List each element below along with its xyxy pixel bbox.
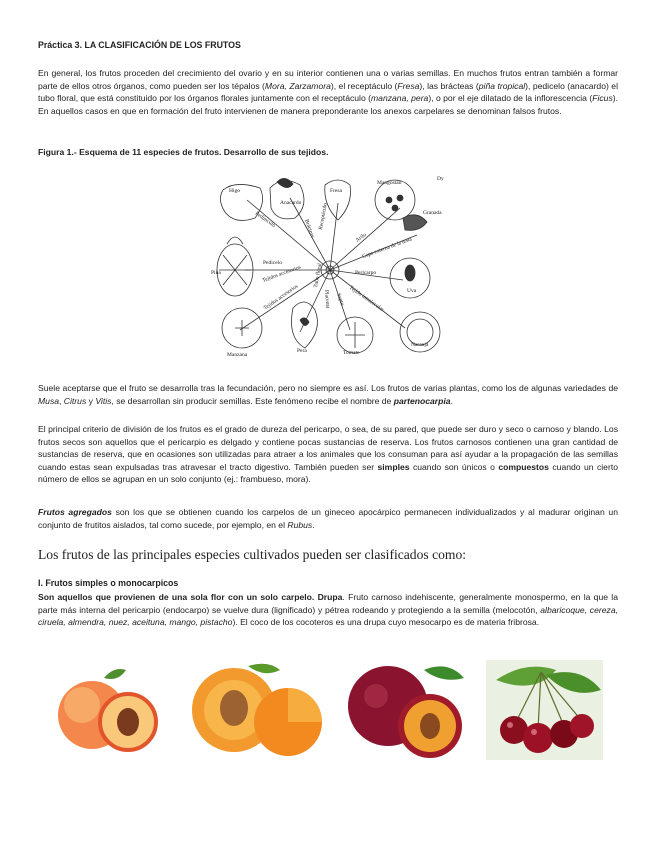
figure-caption: Figura 1.- Esquema de 11 especies de frutos. Desarrollo de sus tejidos. <box>38 147 329 157</box>
label-placenta: Placenta <box>323 289 331 309</box>
label-manzana: Manzana <box>227 352 248 358</box>
label-fresa: Fresa <box>330 188 342 194</box>
label-anacardo: Anacardo <box>280 200 302 206</box>
intro-paragraph: En general, los frutos proceden del crecimiento del ovario y en su interior contienen una o varias semillas. En muchos frutos entran también a formar parte de ellos otros órganos, como pueden ser los tépalos (Mora, Zarzamora), el receptáculo (Fresa), las brácteas (piña tropical), pedicelo (anacardo) el tubo floral, que está constituido por los órganos florales juntamente con el receptáculo (manzana, pera), o por el eje dilatado de la inflorescencia (Ficus). En aquellos casos en que en formación del fruto intervienen de manera preponderante los anexos carpelares se denominan falsos frutos. <box>38 68 619 116</box>
label-uva: Uva <box>407 288 417 294</box>
label-tomate: Tomate <box>343 350 360 356</box>
label-pericarpo: Pericarpo <box>355 270 377 276</box>
label-mangostan: Mangostán <box>377 180 402 186</box>
apricot-image <box>176 660 326 760</box>
label-septo: Septo <box>335 292 346 307</box>
label-pedicelo: Pedicelo <box>263 260 282 266</box>
fruit-diagram <box>205 170 455 370</box>
paragraph-criterio: El principal criterio de división de los frutos es el grado de dureza del pericarpo, o sea, de su pared, que puede ser duro y seco o carnoso y blando. Los frutos secos son aquellos que el pericarpio es delgado y contiene pocas sustancias de reserva. Los frutos carnosos contienen una gran cantidad de sustancias de reserva, que en ocasiones son utilizadas para atraer a los animales que los consuman para así ayudar a la propagación de las semillas cuando estas sean expulsadas tras atravesar el tracto digestivo. También pueden ser simples cuando son únicos o compuestos cuando un cierto número de ellos se agrupan en un solo conjunto (ej.: frambueso, mora). <box>38 424 618 485</box>
fruit-diagram-figure <box>205 170 455 370</box>
label-pera: Pera <box>297 348 307 354</box>
label-naranja: Naranja <box>411 342 429 348</box>
section-heading: I. Frutos simples o monocarpicos <box>38 578 179 588</box>
classification-intro: Los frutos de las principales especies cultivados pueden ser clasificados como: <box>38 547 467 562</box>
label-tejidos-accesorios-2: Tejidos accesorios <box>262 283 300 312</box>
drupa-paragraph: Son aquellos que provienen de una sola flor con un solo carpelo. Drupa. Fruto carnoso indehiscente, generalmente monospermo, en la que la parte más interna del pericarpio (endocarpo) se vuelve dura (lignificado) y pétrea rodeando y protegiendo a la semilla (melocotón, albaricoque, cereza, ciruela, almendra, nuez, aceituna, mango, pistacho). El coco de los cocoteros es una drupa cuyo mesocarpo es de materia fribrosa. <box>38 592 618 628</box>
page-title: Práctica 3. LA CLASIFICACIÓN DE LOS FRUTOS <box>38 40 241 50</box>
label-tubo-floral: Tubo floral <box>313 262 324 289</box>
label-capa: Capa externa de la testa <box>361 236 413 260</box>
label-bracteas: Brácteas <box>303 218 316 239</box>
label-tejido-intralocular: Tejido intralocular <box>347 284 385 313</box>
label-pina: Piña <box>211 270 221 276</box>
label-granada: Granada <box>423 210 442 216</box>
label-tejidos-accesorios: Tejidos accesorios <box>261 264 302 284</box>
label-corner: Dy <box>437 176 444 182</box>
label-receptaculo: Receptáculo <box>318 202 329 231</box>
paragraph-partenocarpia: Suele aceptarse que el fruto se desarrolla tras la fecundación, pero no siempre es así. Los frutos de varias plantas, como los de algunas variedades de Musa, Citrus y Vitis, se desarrollan sin producir semillas. Este fenómeno recibe el nombre de partenocarpia. <box>38 383 618 406</box>
paragraph-frutos-agregados: Frutos agregados son los que se obtienen cuando los carpelos de un gineceo apocárpico permanecen individualizados y al madurar originan un conjunto de frutitos aislados, tal como sucede, por ejemplo, en el Rubus. <box>38 507 618 530</box>
cherry-image <box>486 660 603 760</box>
plum-image <box>338 660 478 760</box>
peach-image <box>52 660 164 760</box>
label-pedunculo: Pedúnculo <box>253 210 277 229</box>
label-arilo: Arilo <box>354 232 368 244</box>
label-higo: Higo <box>229 188 240 194</box>
